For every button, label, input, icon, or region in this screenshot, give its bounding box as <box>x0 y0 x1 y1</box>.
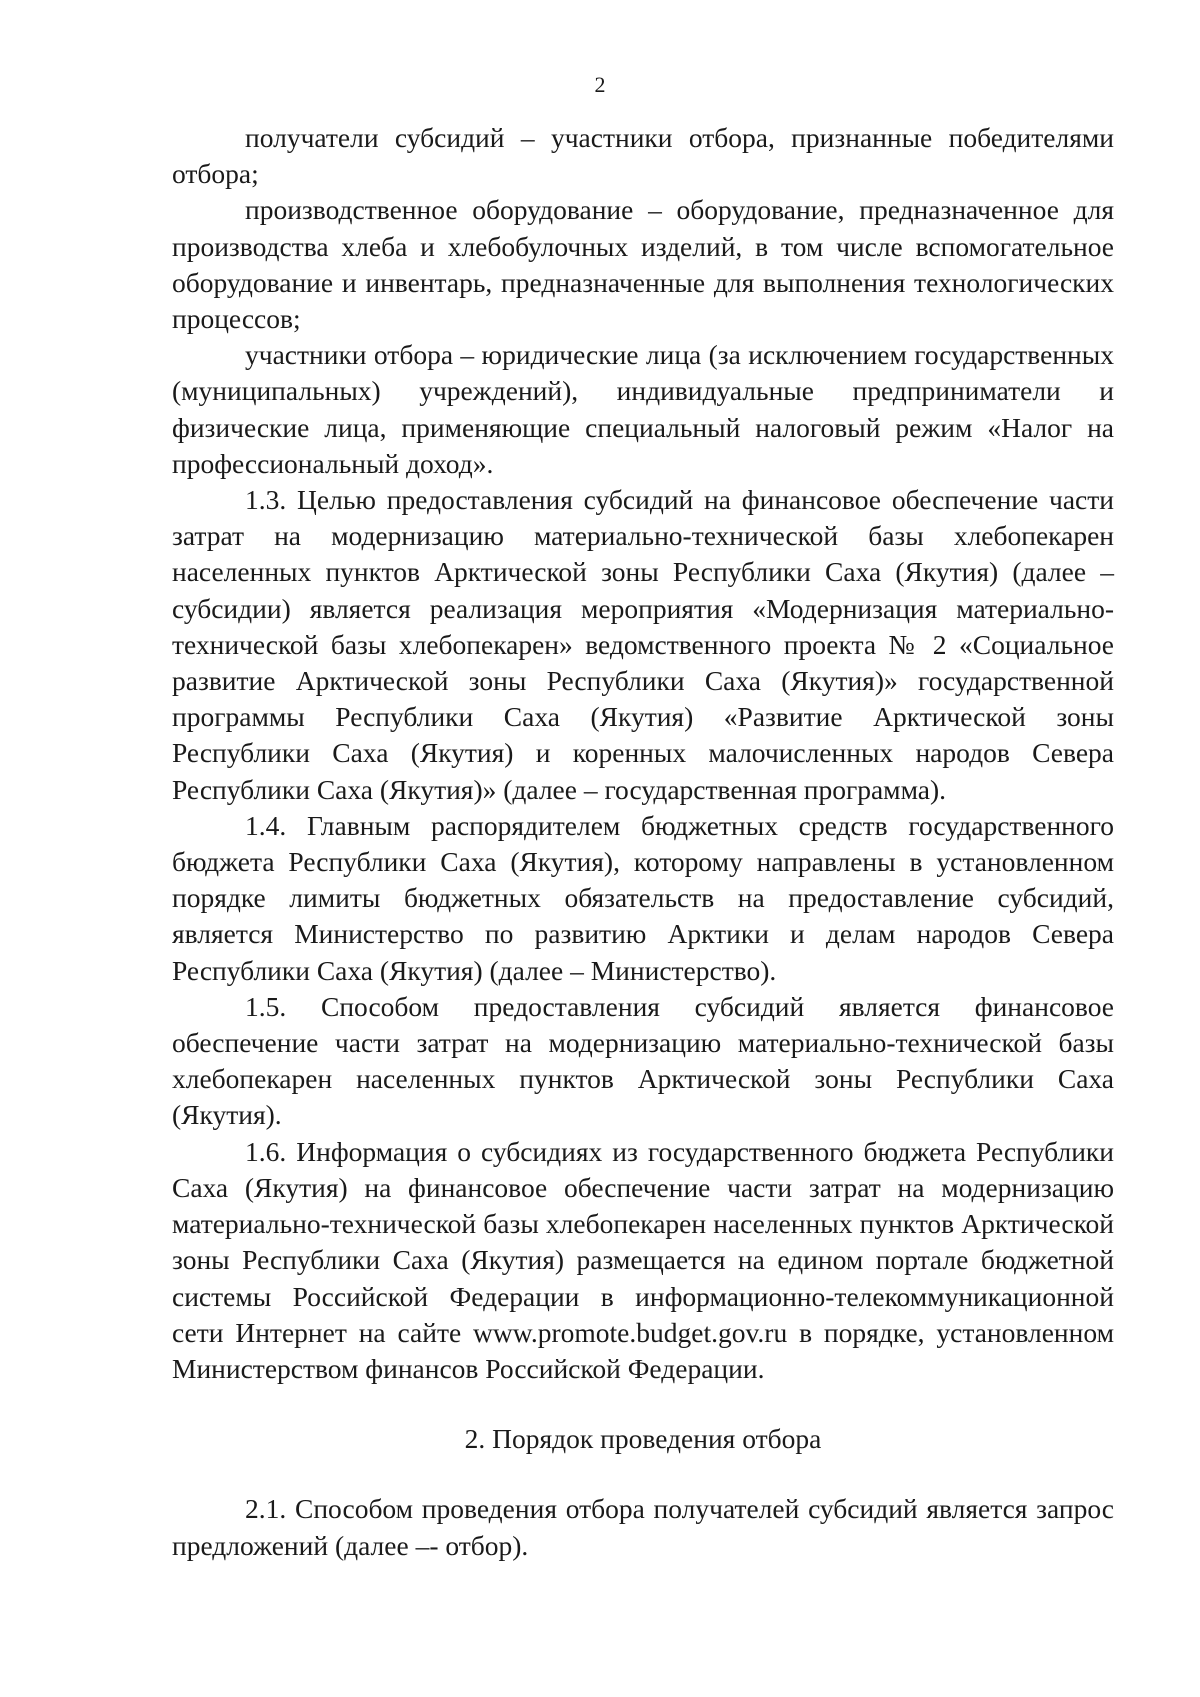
paragraph-1-4: 1.4. Главным распорядителем бюджетных средств государственного бюджета Республики Саха (Якутия), которому направлены в установленном порядке лимиты бюджетных обязательств на предоставление субсидий, является Министерство по развитию Арктики и делам народов Севера Республики Саха (Якутия) (далее – Министерство). <box>172 809 1114 986</box>
paragraph-equipment: производственное оборудование – оборудование, предназначенное для производства хлеба и хлебобулочных изделий, в том числе вспомогательное оборудование и инвентарь, предназначенные для выполнения технологических процессов; <box>172 194 1114 335</box>
paragraph-participants: участники отбора – юридические лица (за исключением государственных (муниципальных) учреждений), индивидуальные предприниматели и физические лица, применяющие специальный налоговый режим «Налог на профессиональный доход». <box>172 339 1114 479</box>
paragraph-2-1: 2.1. Способом проведения отбора получателей субсидий является запрос предложений (далее –- отбор). <box>172 1493 1114 1561</box>
page-number: 2 <box>594 72 606 97</box>
document-body <box>172 120 1114 1564</box>
paragraph-1-3: 1.3. Целью предоставления субсидий на финансовое обеспечение части затрат на модернизацию материально-технической базы хлебопекарен населенных пунктов Арктической зоны Республики Саха (Якутия) (далее – субсидии) является реализация мероприятия «Модернизация материально-технической базы хлебопекарен» ведомственного проекта № 2 «Социальное развитие Арктической зоны Республики Саха (Якутия)» государственной программы Республики Саха (Якутия) «Развитие Арктической зоны Республики Саха (Якутия) и коренных малочисленных народов Севера Республики Саха (Якутия)» (далее – государственная программа). <box>172 484 1114 805</box>
paragraph-1-5: 1.5. Способом предоставления субсидий является финансовое обеспечение части затрат на модернизацию материально-технической базы хлебопекарен населенных пунктов Арктической зоны Республики Саха (Якутия). <box>172 990 1114 1131</box>
paragraph-1-6: 1.6. Информация о субсидиях из государственного бюджета Республики Саха (Якутия) на финансовое обеспечение части затрат на модернизацию материально-технической базы хлебопекарен населенных пунктов Арктической зоны Республики Саха (Якутия) размещается на едином портале бюджетной системы Российской Федерации в информационно-телекоммуникационной сети Интернет на сайте www.promote.budget.gov.ru в порядке, установленном Министерством финансов Российской Федерации. <box>172 1135 1114 1384</box>
paragraph-recipients: получатели субсидий – участники отбора, признанные победителями отбора; <box>172 122 1114 190</box>
section-heading: 2. Порядок проведения отбора <box>464 1423 822 1455</box>
